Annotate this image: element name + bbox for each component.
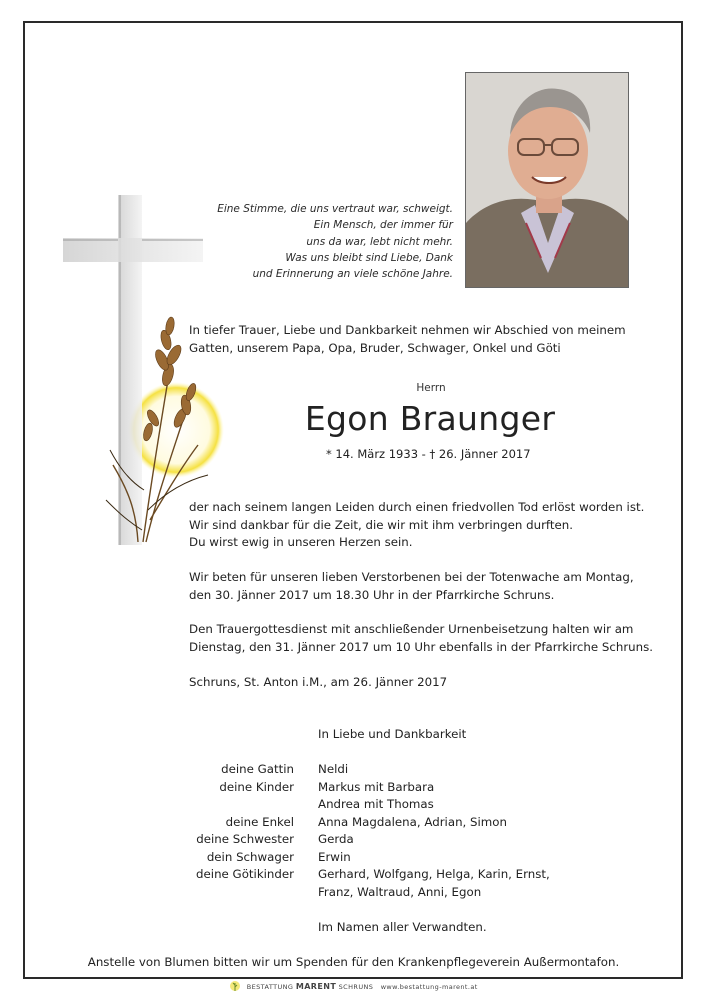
family-names: Im Namen aller Verwandten. [318, 919, 487, 934]
paragraph-line: Wir sind dankbar für die Zeit, die wir mit ihm verbringen durften. [189, 517, 573, 532]
paragraph-line: Du wirst ewig in unseren Herzen sein. [189, 535, 413, 549]
paragraph-line: Dienstag, den 31. Jänner 2017 um 10 Uhr ebenfalls in der Pfarrkirche Schruns. [189, 639, 654, 654]
family-names: Gerda [318, 832, 354, 846]
deceased-name: Egon Braunger [304, 399, 556, 438]
family-names: Neldi [318, 762, 349, 776]
quote-line: Eine Stimme, die uns vertraut war, schweigt. [217, 203, 453, 215]
quote-line: Was uns bleibt sind Liebe, Dank [285, 251, 453, 264]
family-names: Andrea mit Thomas [318, 797, 434, 811]
undertaker-imprint [0, 980, 707, 994]
intro-line: In tiefer Trauer, Liebe und Dankbarkeit nehmen wir Abschied von meinem [189, 323, 626, 337]
family-relation: deine Götikinder [196, 867, 294, 881]
intro-text [189, 322, 626, 357]
family-relation: deine Schwester [196, 832, 294, 846]
paragraph-funeral [189, 621, 653, 656]
undertaker-town: SCHRUNS [338, 983, 374, 991]
quote-line: und Erinnerung an viele schöne Jahre. [252, 268, 453, 281]
donation-note: Anstelle von Blumen bitten wir um Spenden für den Krankenpflegeverein Außermontafon. [87, 955, 620, 969]
intro-line: Gatten, unserem Papa, Opa, Bruder, Schwager, Onkel und Göti [189, 340, 561, 355]
undertaker-prefix: BESTATTUNG [246, 983, 294, 991]
life-dates: * 14. März 1933 - † 26. Jänner 2017 [326, 447, 531, 461]
family-names: Franz, Waltraud, Anni, Egon [318, 884, 482, 899]
paragraph-relief [189, 499, 644, 552]
place-date: Schruns, St. Anton i.M., am 26. Jänner 2017 [189, 675, 448, 689]
family-names: Anna Magdalena, Adrian, Simon [318, 814, 507, 829]
closing-phrase: In Liebe und Dankbarkeit [318, 727, 467, 741]
undertaker-brand: MARENT [295, 982, 337, 991]
paragraph-wake [189, 569, 634, 604]
portrait-photo [465, 72, 629, 288]
paragraph-line: der nach seinem langen Leiden durch einen friedvollen Tod erlöst worden ist. [189, 500, 645, 514]
family-names: Erwin [318, 849, 351, 864]
quote-line: Ein Mensch, der immer für [313, 219, 453, 232]
quote-line: uns da war, lebt nicht mehr. [306, 235, 453, 248]
quote [217, 201, 453, 282]
cross-wheat-illustration [58, 190, 228, 550]
salutation: Herrn [416, 382, 446, 394]
paragraph-line: Den Trauergottesdienst mit anschließender Urnenbeisetzung halten wir am [189, 622, 634, 636]
undertaker-website[interactable]: www.bestattung-marent.at [380, 983, 478, 991]
wheat-logo-icon [229, 980, 241, 994]
paragraph-line: Wir beten für unseren lieben Verstorbenen bei der Totenwache am Montag, [189, 570, 634, 584]
family-relation: deine Gattin [221, 762, 294, 776]
paragraph-line: den 30. Jänner 2017 um 18.30 Uhr in der Pfarrkirche Schruns. [189, 587, 555, 602]
family-relation: deine Kinder [219, 779, 294, 794]
family-names: Gerhard, Wolfgang, Helga, Karin, Ernst, [318, 867, 550, 881]
family-relation: deine Enkel [225, 814, 294, 829]
family-names: Markus mit Barbara [318, 779, 435, 794]
family-relation: dein Schwager [206, 849, 294, 864]
